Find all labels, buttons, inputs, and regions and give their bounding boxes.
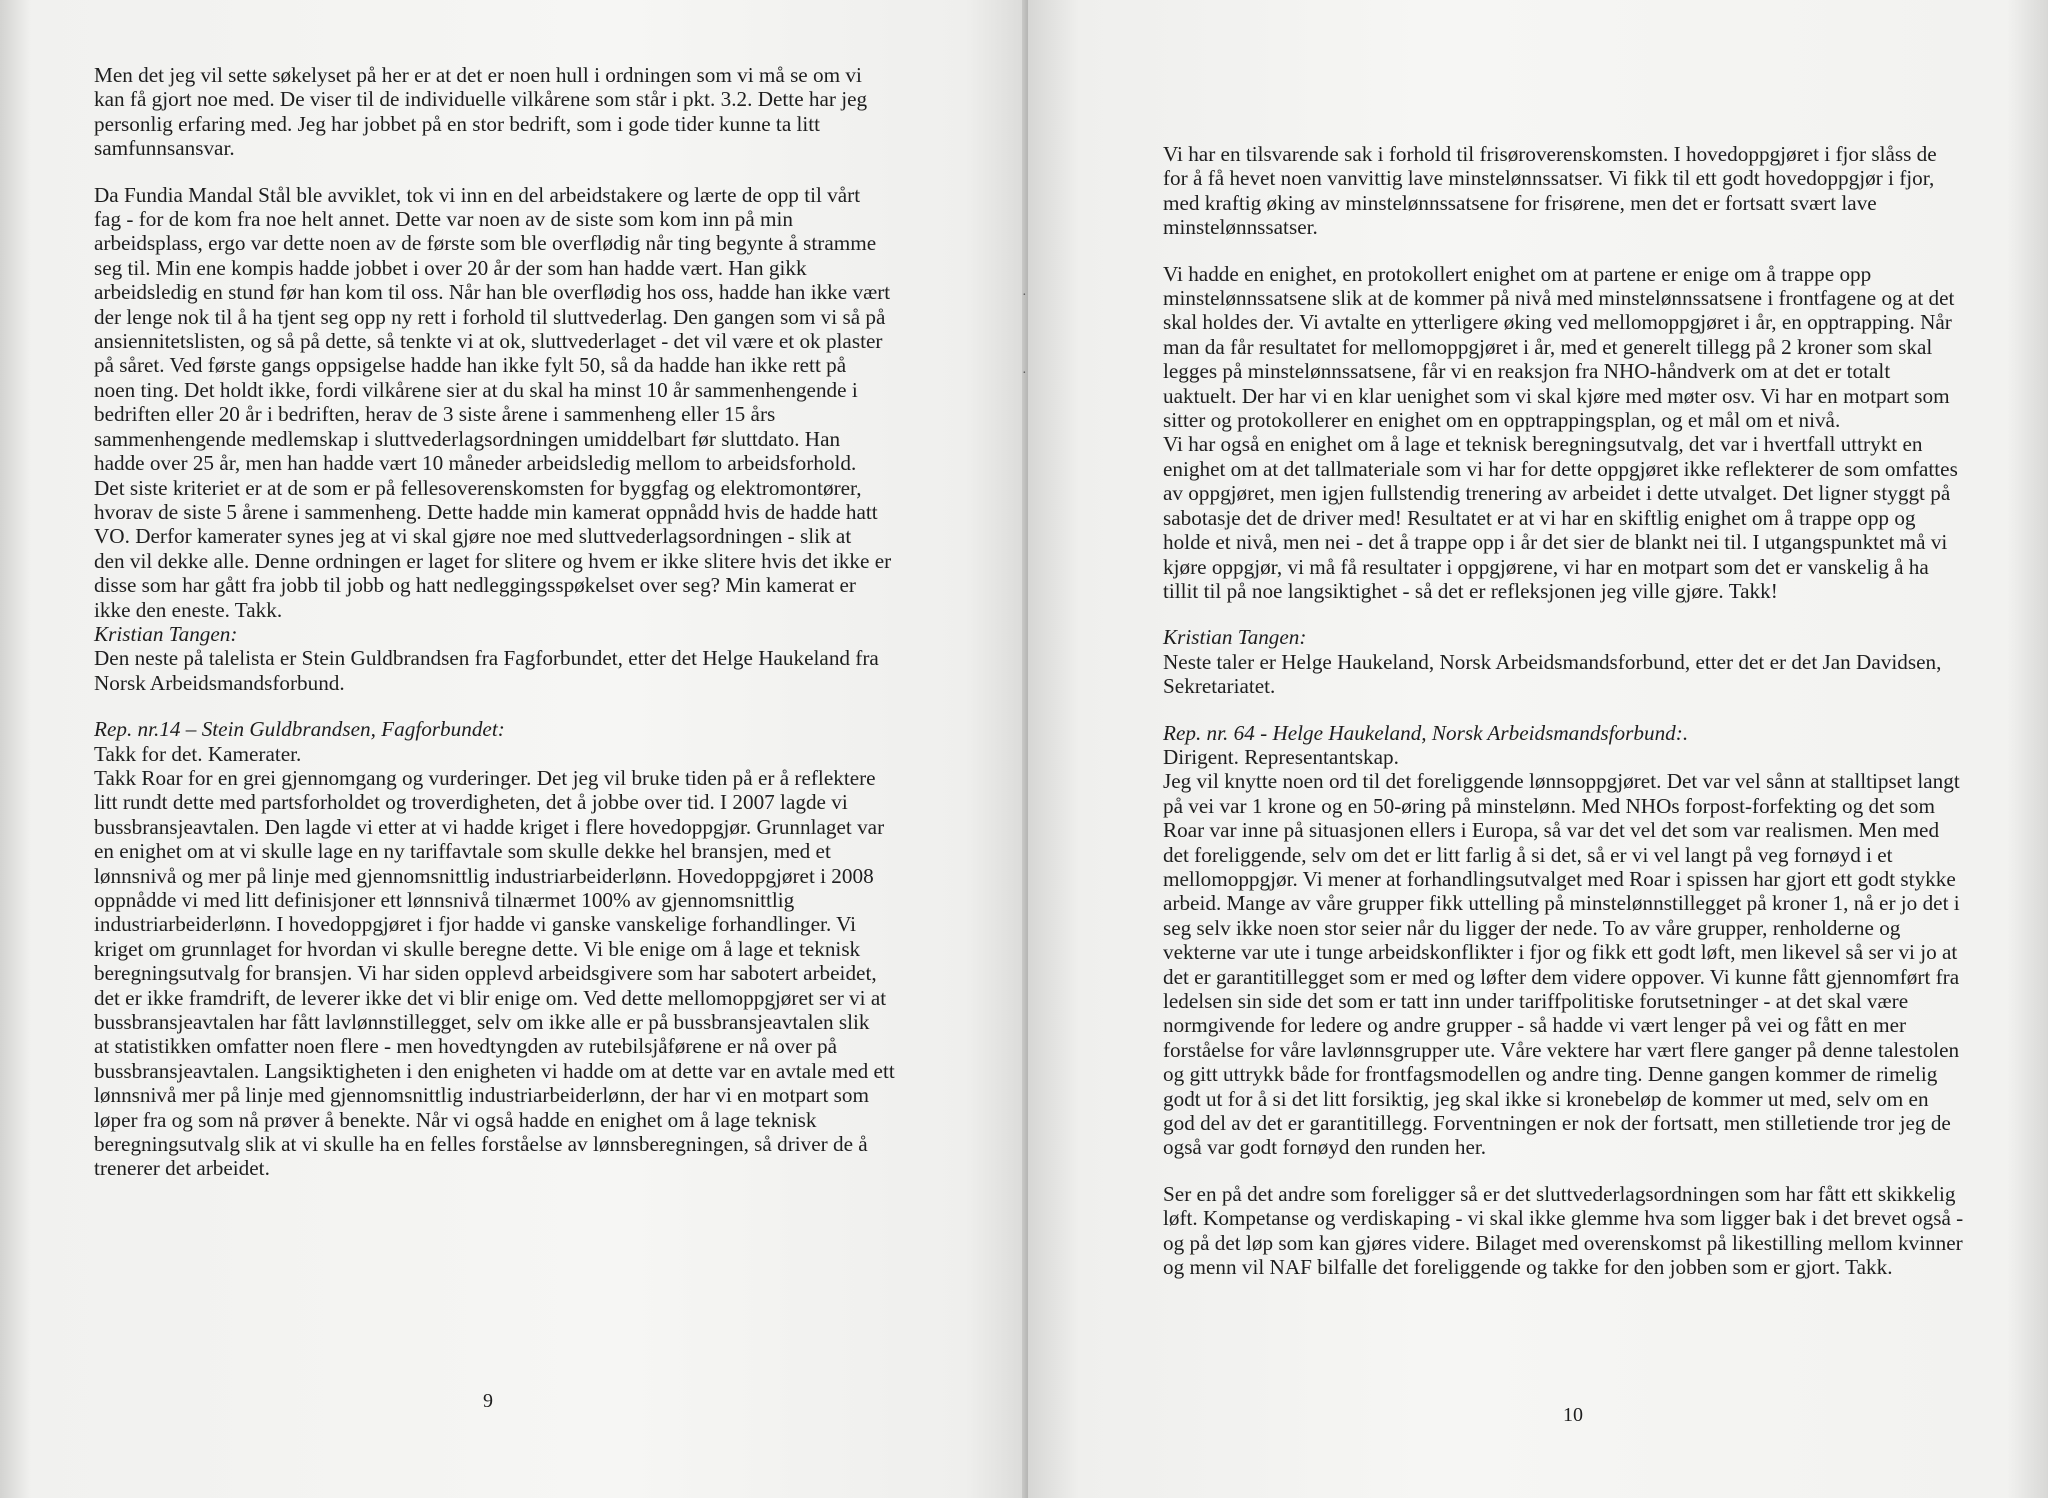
page-number-left: 9 <box>483 1390 493 1412</box>
text-line: Ser en på det andre som foreligger så er det sluttvederlagsordningen som har fått ett skikkelig <box>1163 1181 1956 1206</box>
text-line: minstelønnssatsene slik at de kommer på nivå med minstelønnssatsene i frontfagene og at det <box>1163 286 1955 311</box>
text-line: god del av det er garantitillegg. Forventningen er nok der fortsatt, men stilletiende tror jeg de <box>1163 1111 1951 1136</box>
text-line: lønnsnivå og mer på linje med gjennomsnittlig industriarbeiderlønn. Hovedoppgjøret i 2008 <box>94 863 874 888</box>
text-line: Jeg vil knytte noen ord til det foreliggende lønnsoppgjøret. Det var vel sånn at stalltipset langt <box>1163 769 1960 794</box>
speaker-heading: Rep. nr.14 – Stein Guldbrandsen, Fagforbundet: <box>94 717 505 742</box>
text-line: Takk Roar for en grei gjennomgang og vurderinger. Det jeg vil bruke tiden på er å reflektere <box>94 765 876 790</box>
paragraph-gap <box>1163 603 2015 625</box>
text-line: skal holdes der. Vi avtalte en ytterligere øking ved mellomoppgjøret i år, en opptrapping. Når <box>1163 310 1952 335</box>
text-line: Men det jeg vil sette søkelyset på her er at det er noen hull i ordningen som vi må se om vi <box>94 63 862 87</box>
paragraph-gap <box>1163 1160 2015 1182</box>
text-line: på vei var 1 krone og en 50-øring på minstelønn. Med NHOs forpost-forfekting og det som <box>1163 793 1936 818</box>
margin-mark: · <box>1022 288 1027 303</box>
text-line: forståelse for våre lavlønnsgrupper ute. Våre vektere har vært flere ganger på denne talestolen <box>1163 1037 1960 1062</box>
text-line: det er ikke framdrift, de leverer ikke det vi blir enige om. Ved dette mellomoppgjøret ser vi at <box>94 985 887 1010</box>
text-line: og menn vil NAF bilfalle det foreliggende og takke for den jobben som er gjort. Takk. <box>1163 1255 1893 1280</box>
paragraph-gap <box>94 695 904 717</box>
text-line: seg selv ikke noen stor seier når du ligger der nede. To av våre grupper, renholderne og <box>1163 915 1901 940</box>
page-number-right: 10 <box>1563 1404 1583 1426</box>
text-line: personlig erfaring med. Jeg har jobbet på en stor bedrift, som i gode tider kunne ta litt <box>94 111 821 136</box>
text-line: industriarbeiderlønn. I hovedoppgjøret i fjor hadde vi ganske vanskelige forhandlinger. Vi <box>94 912 857 937</box>
text-line: det er garantitillegget som er med og løfter dem videre oppover. Vi kunne fått gjennomført fra <box>1163 964 1960 989</box>
text-line: bussbransjeavtalen. Den lagde vi etter at vi hadde kriget i flere hovedoppgjør. Grunnlaget var <box>94 814 885 839</box>
text-line: ledelsen sin side det som er tatt inn under tariffpolitiske forutsetninger - at det skal være <box>1163 989 1909 1013</box>
text-line: ikke den eneste. Takk. <box>94 597 283 622</box>
text-line: fag - for de kom fra noe helt annet. Dette var noen av de siste som kom inn på min <box>94 207 793 232</box>
text-line: Da Fundia Mandal Stål ble avviklet, tok vi inn en del arbeidstakere og lærte de opp til vårt <box>94 182 861 207</box>
text-line: VO. Derfor kamerater synes jeg at vi skal gjøre noe med sluttvederlagsordningen - slik at <box>94 524 852 549</box>
text-line: minstelønnssatser. <box>1163 215 1318 240</box>
text-line: litt rundt dette med partsforholdet og troverdigheten, det å jobbe over tid. I 2007 lagde vi <box>94 790 848 815</box>
text-line: hvorav de siste 5 årene i sammenheng. Dette hadde min kamerat oppnådd hvis de hadde hatt <box>94 499 878 524</box>
text-line: trenerer det arbeidet. <box>94 1156 270 1181</box>
text-line: Norsk Arbeidsmandsforbund. <box>94 670 345 695</box>
text-line: at statistikken omfatter noen flere - men hovedtyngden av rutebilsjåførene er nå over på <box>94 1034 838 1059</box>
text-line: lønnsnivå mer på linje med gjennomsnittlig industriarbeiderlønn, der har vi en motpart som <box>94 1083 869 1108</box>
text-line: bedriften eller 20 år i bedriften, herav de 3 siste årene i sammenheng eller 15 års <box>94 402 776 427</box>
text-line: for å få hevet noen vanvittig lave minstelønnssatser. Vi fikk til ett godt hovedoppgjør i fjor, <box>1163 166 1935 191</box>
text-line: og på det løp som kan gjøres videre. Bilaget med overenskomst på likestilling mellom kvinner <box>1163 1230 1963 1255</box>
text-line: samfunnsansvar. <box>94 136 235 161</box>
text-line: Det siste kriteriet er at de som er på fellesoverenskomsten for byggfag og elektromontører, <box>94 475 862 500</box>
text-line: seg til. Min ene kompis hadde jobbet i over 20 år der som han hadde vært. Han gikk <box>94 255 807 280</box>
text-line: kriget om grunnlaget for hvordan vi skulle beregne dette. Vi ble enige om å lage et teknisk <box>94 936 861 961</box>
text-line: Vi har også en enighet om å lage et teknisk beregningsutvalg, det var i hvertfall uttrykt en <box>1163 432 1923 457</box>
text-line: Den neste på talelista er Stein Guldbrandsen fra Fagforbundet, etter det Helge Haukeland fra <box>94 646 879 671</box>
text-line: Roar var inne på situasjonen ellers i Europa, så var det vel det som var realismen. Men med <box>1163 818 1940 843</box>
text-line: en enighet om at vi skulle lage en ny tariffavtale som skulle dekke hel bransjen, med et <box>94 839 831 864</box>
text-line: Takk for det. Kamerater. <box>94 741 302 766</box>
text-line: disse som har gått fra jobb til jobb og hatt nedleggingsspøkelset over seg? Min kamerat er <box>94 573 856 598</box>
text-line: arbeid. Mange av våre grupper fikk uttelling på minstelønnstillegget på kroner 1, nå er jo det i <box>1163 891 1960 916</box>
text-line: Dirigent. Representantskap. <box>1163 744 1399 769</box>
text-line: kan få gjort noe med. De viser til de individuelle vilkårene som står i pkt. 3.2. Dette har jeg <box>94 87 868 112</box>
paragraph-gap <box>94 161 904 183</box>
text-line: man da får resultatet for mellomoppgjøret i år, med et generelt tillegg på 2 kroner som skal <box>1163 334 1933 359</box>
text-line: bussbransjeavtalen. Langsiktigheten i den enigheten vi hadde om at dette var en avtale med ett <box>94 1058 895 1083</box>
text-line: Vi hadde en enighet, en protokollert enighet om at partene er enige om å trappe opp <box>1163 261 1872 286</box>
text-line: Sekretariatet. <box>1163 674 1276 699</box>
text-line: ansiennitetslisten, og så på dette, så tenkte vi at ok, sluttvederlaget - det vil være et ok plaster <box>94 329 883 354</box>
text-line: beregningsutvalg for bransjen. Vi har siden opplevd arbeidsgivere som har sabotert arbeidet, <box>94 961 877 986</box>
margin-mark: · <box>1022 366 1027 381</box>
text-line: hadde over 25 år, men han hadde vært 10 måneder arbeidsledig mellom to arbeidsforhold. <box>94 451 857 476</box>
text-line: normgivende for ledere og andre grupper - så hadde vi vært lenger på vei og fått en mer <box>1163 1013 1907 1038</box>
text-line: mellomoppgjør. Vi mener at forhandlingsutvalget med Roar i spissen har gjort ett godt stykke <box>1163 866 1956 891</box>
text-line: den vil dekke alle. Denne ordningen er laget for slitere og hvem er ikke slitere hvis det ikke er <box>94 548 892 573</box>
speaker-heading: Kristian Tangen: <box>1163 625 1307 650</box>
text-line: løft. Kompetanse og verdiskaping - vi skal ikke glemme hva som ligger bak i det brevet også - <box>1163 1206 1964 1231</box>
paragraph-gap <box>1163 699 2015 721</box>
right-page <box>1022 0 2048 1498</box>
text-line: sitter og protokollerer en enighet om en opptrappingsplan, og et mål om et nivå. <box>1163 408 1841 433</box>
text-line: av oppgjøret, men igjen fullstendig trenering av arbeidet i dette utvalget. Det ligner styggt på <box>1163 481 1951 506</box>
text-line: oppnådde vi med litt definisjoner ett lønnsnivå tilnærmet 100% av gjennomsnittlig <box>94 888 795 912</box>
text-line: der lenge nok til å ha tjent seg opp ny rett i forhold til sluttvederlag. Den gangen som vi så på <box>94 304 886 329</box>
text-line: sammenhengende medlemskap i sluttvederlagsordningen umiddelbart før sluttdato. Han <box>94 426 841 451</box>
text-line: det foreliggende, selv om det er litt farlig å si det, så er vi vel langt på veg fornøyd i et <box>1163 842 1893 867</box>
speaker-heading: Rep. nr. 64 - Helge Haukeland, Norsk Arbeidsmandsforbund:. <box>1163 720 1689 745</box>
text-line: arbeidsledig en stund før han kom til oss. Når han ble overflødig hos oss, hadde han ikke vært <box>94 280 891 305</box>
text-line: uaktuelt. Der har vi en klar uenighet som vi skal kjøre med møter osv. Vi har en motpart som <box>1163 383 1950 408</box>
text-line: arbeidsplass, ergo var dette noen av de første som ble overflødig når ting begynte å stramme <box>94 231 877 256</box>
text-line: legges på minstelønnssatsene, får vi en reaksjon fra NHO-håndverk om at det er totalt <box>1163 359 1891 384</box>
text-line: også var godt fornøyd den runden her. <box>1163 1135 1487 1160</box>
left-page-body <box>94 63 904 1181</box>
text-line: godt ut for å si det litt forsiktig, jeg skal ikke si kronebeløp de kommer ut med, selv om en <box>1163 1086 1929 1111</box>
text-line: sabotasje det de driver med! Resultatet er at vi har en skiftlig enighet om å trappe opp og <box>1163 505 1916 530</box>
text-line: løper fra og som nå prøver å benekte. Når vi også hadde en enighet om å lage teknisk <box>94 1107 817 1132</box>
text-line: tillit til på noe langsiktighet - så det er refleksjonen jeg ville gjøre. Takk! <box>1163 578 1778 603</box>
text-line: på såret. Ved første gangs oppsigelse hadde han ikke fylt 50, så da hadde han ikke rett på <box>94 353 847 378</box>
text-line: holde et nivå, men nei - det å trappe opp i år det sier de blankt nei til. I utgangspunktet må vi <box>1163 530 1948 555</box>
text-line: kjøre oppgjør, vi må få resultater i oppgjørene, vi har en motpart som det er vanskelig å ha <box>1163 554 1929 579</box>
right-page-body <box>1163 142 2015 1279</box>
text-line: med kraftig øking av minstelønnssatsene for frisørene, men det er fortsatt svært lave <box>1163 190 1877 215</box>
text-line: noen ting. Det holdt ikke, fordi vilkårene sier at du skal ha minst 10 år sammenhengende i <box>94 377 858 402</box>
text-line: bussbransjeavtalen har fått lavlønnstillegget, selv om ikke alle er på bussbransjeavtalen slik <box>94 1010 870 1035</box>
text-line: beregningsutvalg slik at vi skulle ha en felles forståelse av lønnsberegningen, så driver de å <box>94 1132 868 1157</box>
speaker-heading: Kristian Tangen: <box>94 621 238 646</box>
text-line: Neste taler er Helge Haukeland, Norsk Arbeidsmandsforbund, etter det er det Jan Davidsen, <box>1163 649 1942 674</box>
text-line: vekterne var ute i tunge arbeidskonflikter i fjor og fikk ett godt løft, men likevel så ser vi jo at <box>1163 940 1958 965</box>
text-line: Vi har en tilsvarende sak i forhold til frisøroverenskomsten. I hovedoppgjøret i fjor slåss de <box>1163 142 1937 166</box>
text-line: og gitt uttrykk både for frontfagsmodellen og andre ting. Denne gangen kommer de rimelig <box>1163 1062 1938 1087</box>
paragraph-gap <box>1163 240 2015 262</box>
text-line: enighet om at det tallmateriale som vi har for dette oppgjøret ikke reflekterer de som omfattes <box>1163 456 1958 481</box>
